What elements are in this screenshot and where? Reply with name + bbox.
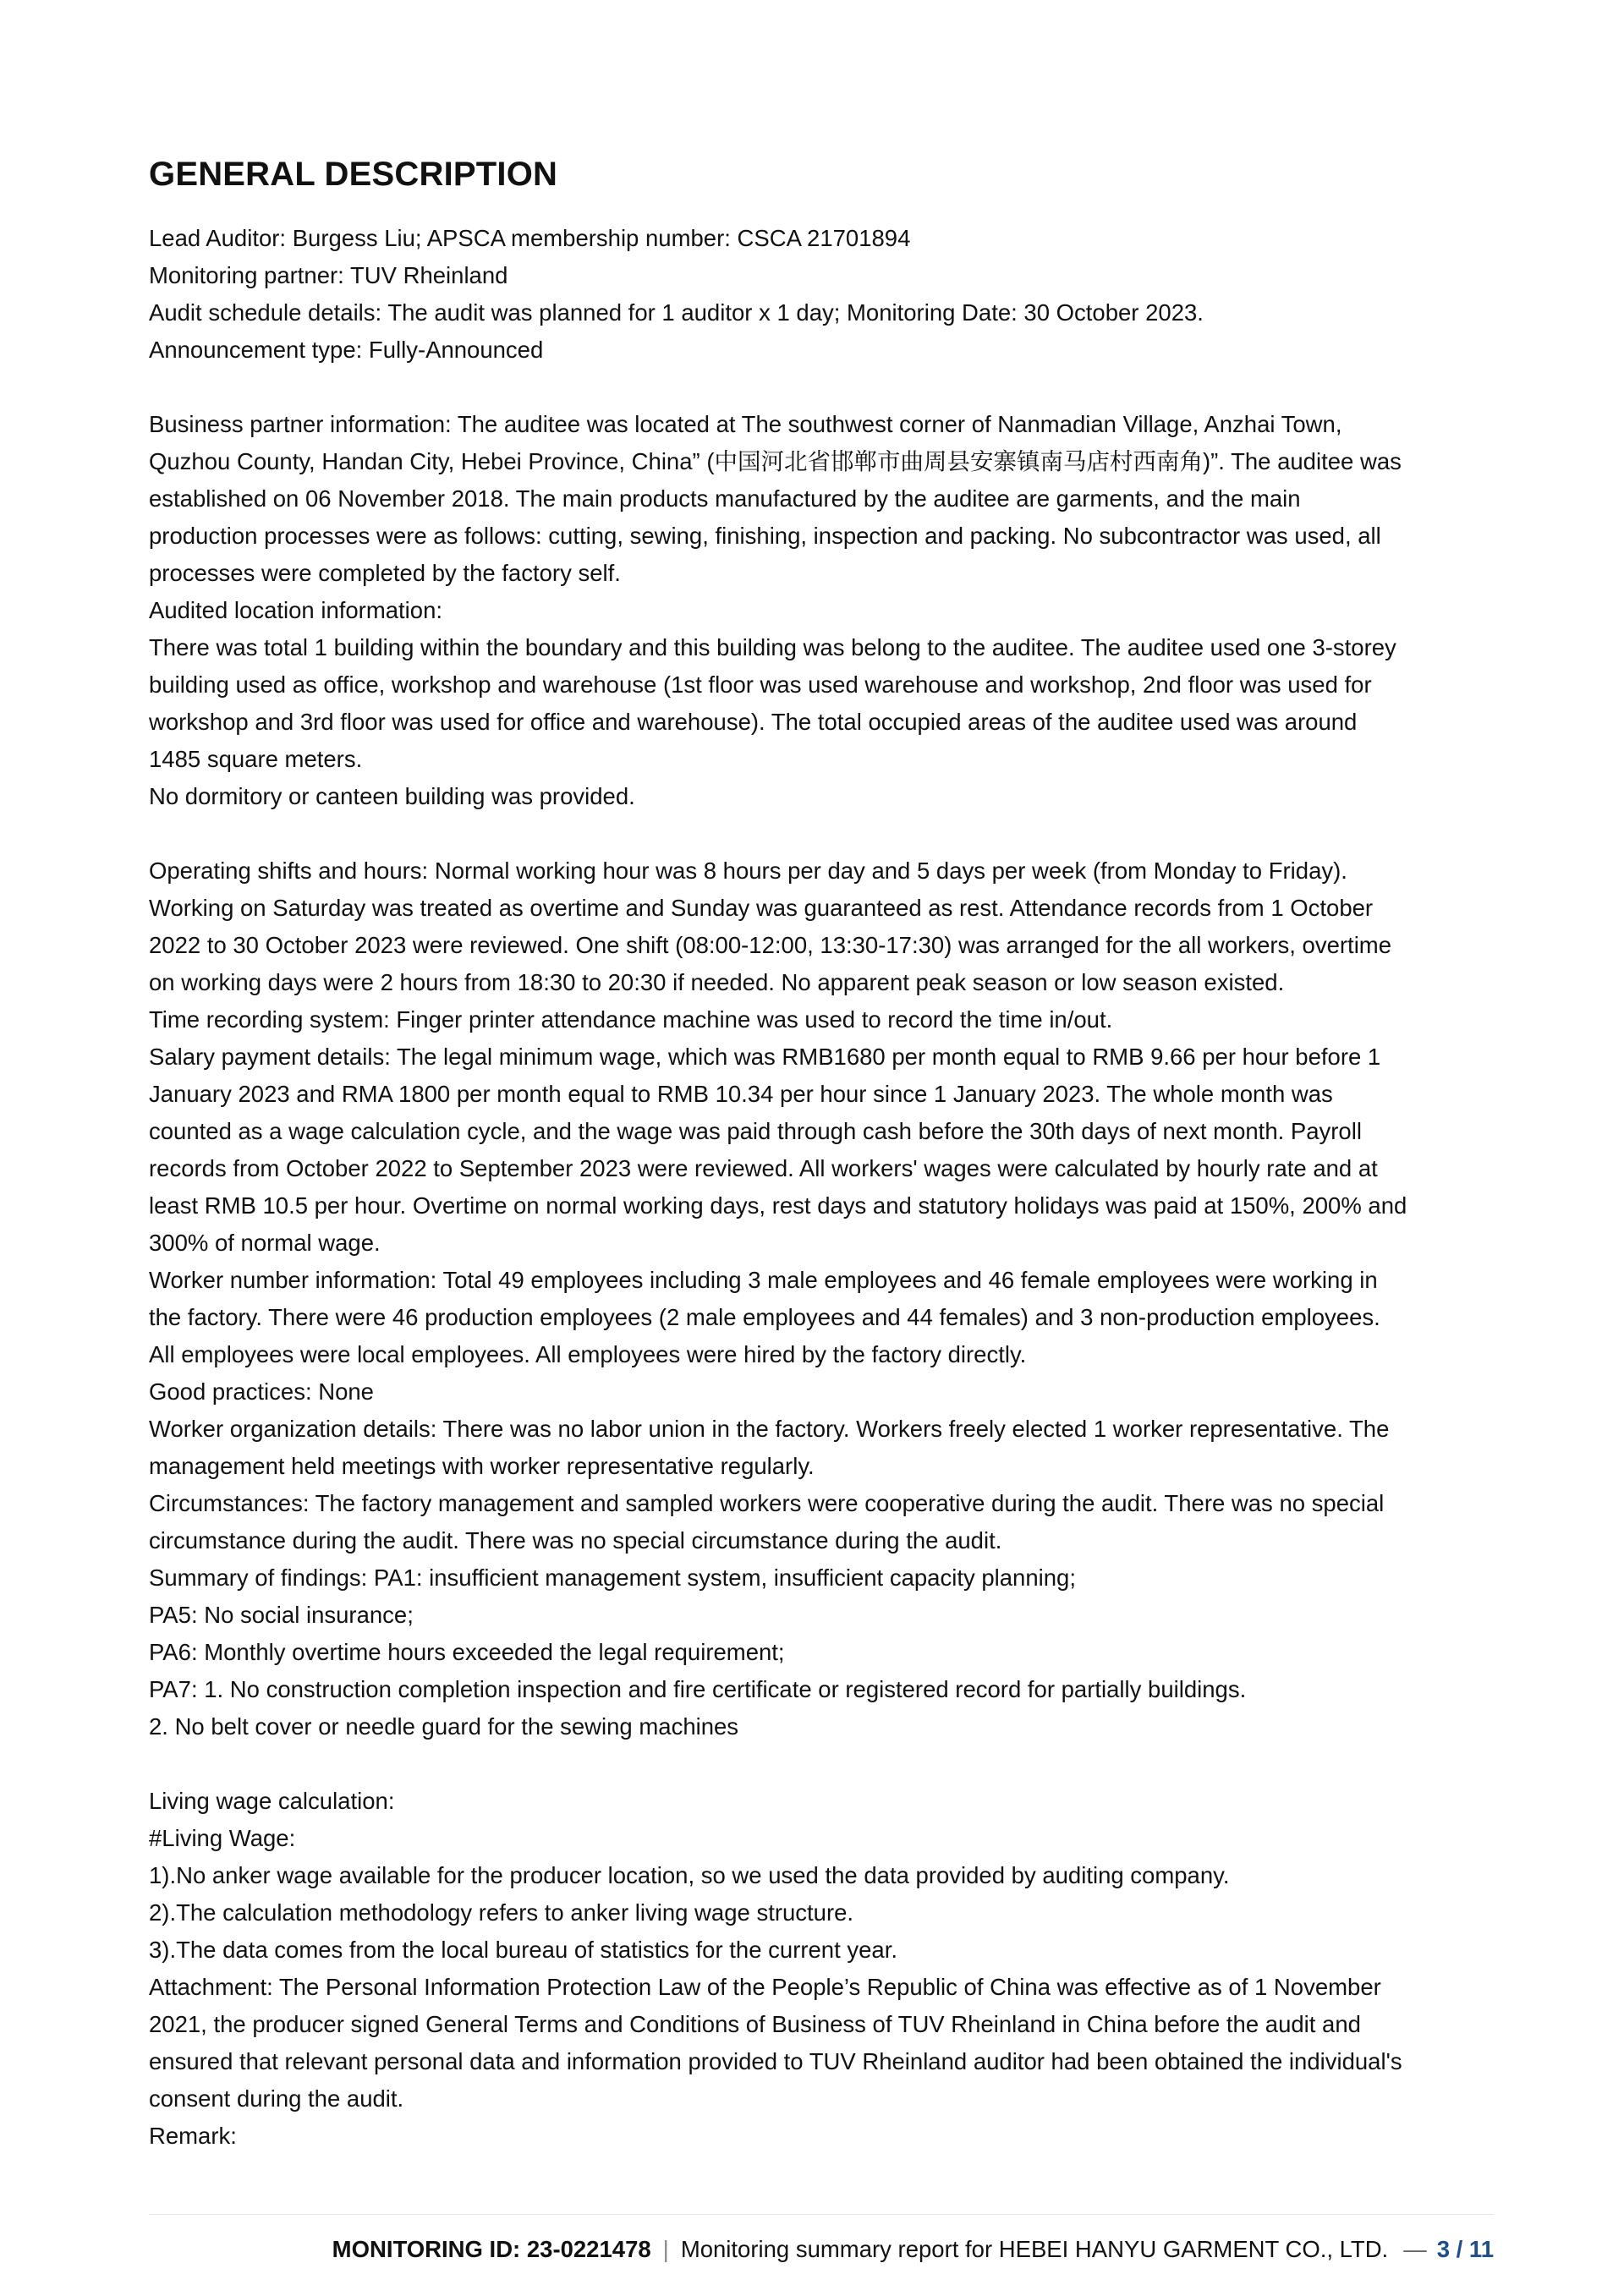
text-line: Living wage calculation: xyxy=(149,1788,395,1814)
text-line: on working days were 2 hours from 18:30 to 20:30 if needed. No apparent peak season or low season existed. xyxy=(149,969,1285,995)
general-description-body xyxy=(149,220,1494,2155)
text-line: 1485 square meters. xyxy=(149,746,363,772)
text-line: 300% of normal wage. xyxy=(149,1230,381,1256)
text-line: 1).No anker wage available for the producer location, so we used the data provided by auditing company. xyxy=(149,1862,1230,1888)
text-line: Business partner information: The auditee was located at The southwest corner of Nanmadian Village, Anzhai Town, xyxy=(149,411,1342,437)
text-line: workshop and 3rd floor was used for office and warehouse). The total occupied areas of the auditee used was around xyxy=(149,709,1358,735)
text-line: Working on Saturday was treated as overtime and Sunday was guaranteed as rest. Attendance records from 1 October xyxy=(149,895,1374,921)
footer-divider xyxy=(149,2214,1494,2215)
text-line: Salary payment details: The legal minimum wage, which was RMB1680 per month equal to RMB 9.66 per hour before 1 xyxy=(149,1044,1381,1070)
text-line: Operating shifts and hours: Normal working hour was 8 hours per day and 5 days per week (from Monday to Friday). xyxy=(149,858,1347,884)
text-line: Lead Auditor: Burgess Liu; APSCA membership number: CSCA 21701894 xyxy=(149,225,911,251)
text-line: No dormitory or canteen building was provided. xyxy=(149,783,635,809)
text-line: processes were completed by the factory self. xyxy=(149,560,621,586)
document-page xyxy=(149,154,1494,2155)
text-line: Monitoring partner: TUV Rheinland xyxy=(149,262,508,288)
text-line: 2022 to 30 October 2023 were reviewed. One shift (08:00-12:00, 13:30-17:30) was arranged for the all workers, overtime xyxy=(149,932,1392,958)
text-line: ensured that relevant personal data and information provided to TUV Rheinland auditor had been obtained the individual's xyxy=(149,2048,1402,2074)
page-footer xyxy=(149,2233,1494,2266)
text-line: Audit schedule details: The audit was planned for 1 auditor x 1 day; Monitoring Date: 30 October 2023. xyxy=(149,299,1204,326)
text-line: Good practices: None xyxy=(149,1378,374,1405)
text-line: January 2023 and RMA 1800 per month equal to RMB 10.34 per hour since 1 January 2023. The whole month was xyxy=(149,1081,1333,1107)
text-line: #Living Wage: xyxy=(149,1825,296,1851)
text-line: Announcement type: Fully-Announced xyxy=(149,337,544,363)
text-line: least RMB 10.5 per hour. Overtime on normal working days, rest days and statutory holidays was paid at 150%, 200% and xyxy=(149,1192,1407,1219)
text-line: PA7: 1. No construction completion inspection and fire certificate or registered record for partially buildings. xyxy=(149,1676,1247,1702)
text-line: PA5: No social insurance; xyxy=(149,1602,414,1628)
text-line: There was total 1 building within the boundary and this building was belong to the auditee. The auditee used one 3-storey xyxy=(149,634,1396,660)
text-line: consent during the audit. xyxy=(149,2085,404,2112)
report-title: Monitoring summary report for HEBEI HANYU GARMENT CO., LTD. xyxy=(680,2236,1389,2262)
text-line: Worker number information: Total 49 employees including 3 male employees and 46 female employees were working in xyxy=(149,1267,1378,1293)
text-line: 2. No belt cover or needle guard for the sewing machines xyxy=(149,1713,739,1740)
text-line: Circumstances: The factory management and sampled workers were cooperative during the audit. There was no special xyxy=(149,1490,1385,1516)
text-line: Summary of findings: PA1: insufficient management system, insufficient capacity planning; xyxy=(149,1564,1076,1591)
text-line: established on 06 November 2018. The main products manufactured by the auditee are garments, and the main xyxy=(149,485,1301,512)
paragraph-spacer xyxy=(149,369,1494,406)
text-line: Remark: xyxy=(149,2123,237,2149)
paragraph-spacer xyxy=(149,1745,1494,1783)
footer-separator: | xyxy=(662,2236,669,2262)
text-line: Time recording system: Finger printer attendance machine was used to record the time in/out. xyxy=(149,1006,1113,1033)
page-title: GENERAL DESCRIPTION xyxy=(149,156,558,193)
monitoring-id: MONITORING ID: 23-0221478 xyxy=(332,2236,651,2262)
text-line: the factory. There were 46 production employees (2 male employees and 44 females) and 3 non-production employees. xyxy=(149,1304,1380,1330)
text-line: Quzhou County, Handan City, Hebei Province, China” (中国河北省邯郸市曲周县安寨镇南马店村西南角)”. The auditee was xyxy=(149,448,1402,474)
text-line: circumstance during the audit. There was no special circumstance during the audit. xyxy=(149,1527,1002,1553)
text-line: production processes were as follows: cutting, sewing, finishing, inspection and packing. No subcontractor was used, all xyxy=(149,523,1381,549)
text-line: PA6: Monthly overtime hours exceeded the legal requirement; xyxy=(149,1639,785,1665)
text-line: records from October 2022 to September 2023 were reviewed. All workers' wages were calculated by hourly rate and at xyxy=(149,1155,1378,1181)
text-line: 2021, the producer signed General Terms and Conditions of Business of TUV Rheinland in China before the audit and xyxy=(149,2011,1361,2037)
text-line: counted as a wage calculation cycle, and the wage was paid through cash before the 30th days of next month. Payroll xyxy=(149,1118,1362,1144)
text-line: Attachment: The Personal Information Protection Law of the People’s Republic of China was effective as of 1 November xyxy=(149,1974,1381,2000)
text-line: 2).The calculation methodology refers to anker living wage structure. xyxy=(149,1899,854,1926)
text-line: Worker organization details: There was no labor union in the factory. Workers freely elected 1 worker representative. The xyxy=(149,1416,1390,1442)
page-indicator: 3 / 11 xyxy=(1436,2236,1494,2262)
text-line: management held meetings with worker representative regularly. xyxy=(149,1453,815,1479)
footer-dash: — xyxy=(1403,2236,1427,2262)
text-line: building used as office, workshop and warehouse (1st floor was used warehouse and workshop, 2nd floor was used for xyxy=(149,671,1372,698)
text-line: All employees were local employees. All employees were hired by the factory directly. xyxy=(149,1341,1027,1367)
text-line: 3).The data comes from the local bureau of statistics for the current year. xyxy=(149,1937,897,1963)
paragraph-spacer xyxy=(149,815,1494,852)
text-line: Audited location information: xyxy=(149,597,443,623)
